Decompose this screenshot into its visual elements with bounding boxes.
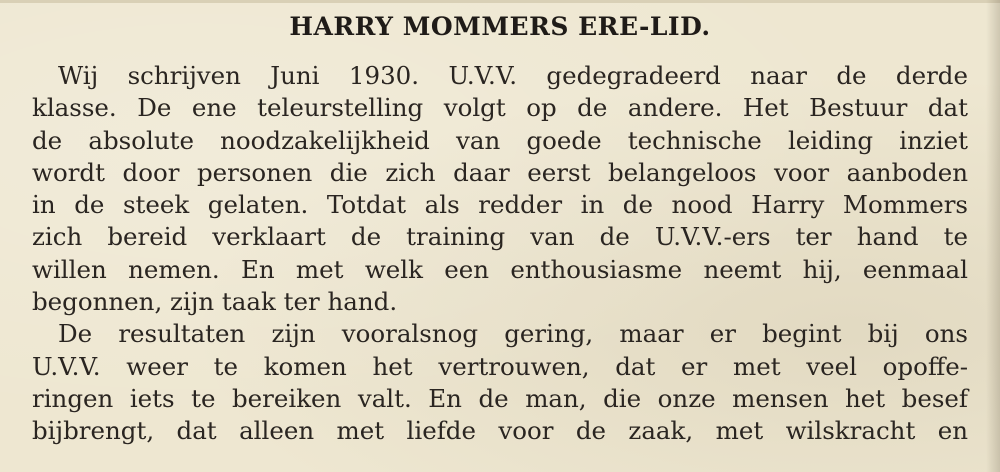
text-line-2: klasse. De ene teleurstelling volgt op de andere. Het Bestuur dat [32,93,968,123]
text-line-4: wordt door personen die zich daar eerst belangeloos voor aanboden [32,157,968,187]
text-line-8: begonnen, zijn taak ter hand. [32,287,398,317]
text-line-1: Wij schrijven Juni 1930. U.V.V. gedegradeerd naar de derde [58,61,968,90]
text-line-10: U.V.V. weer te komen het vertrouwen, dat er met veel opoffe- [32,351,968,381]
text-line-7: willen nemen. En met welk een enthousiasme neemt hij, eenmaal [32,254,968,284]
text-line-11: ringen iets te bereiken valt. En de man, die onze mensen het besef [32,383,968,413]
text-line-5: in de steek gelaten. Totdat als redder in de nood Harry Mommers [32,190,968,220]
text-line-3: de absolute noodzakelijkheid van goede technische leiding inziet [32,125,968,155]
article-title: HARRY MOMMERS ERE-LID. [289,12,711,41]
article-body [32,60,968,448]
top-rule [0,0,1000,3]
text-line-12: bijbrengt, dat alleen met liefde voor de zaak, met wilskracht en [32,416,968,446]
page-edge-shadow [986,0,1000,472]
text-line-9: De resultaten zijn vooralsnog gering, maar er begint bij ons [58,319,968,349]
text-line-6: zich bereid verklaart de training van de U.V.V.-ers ter hand te [32,222,968,252]
